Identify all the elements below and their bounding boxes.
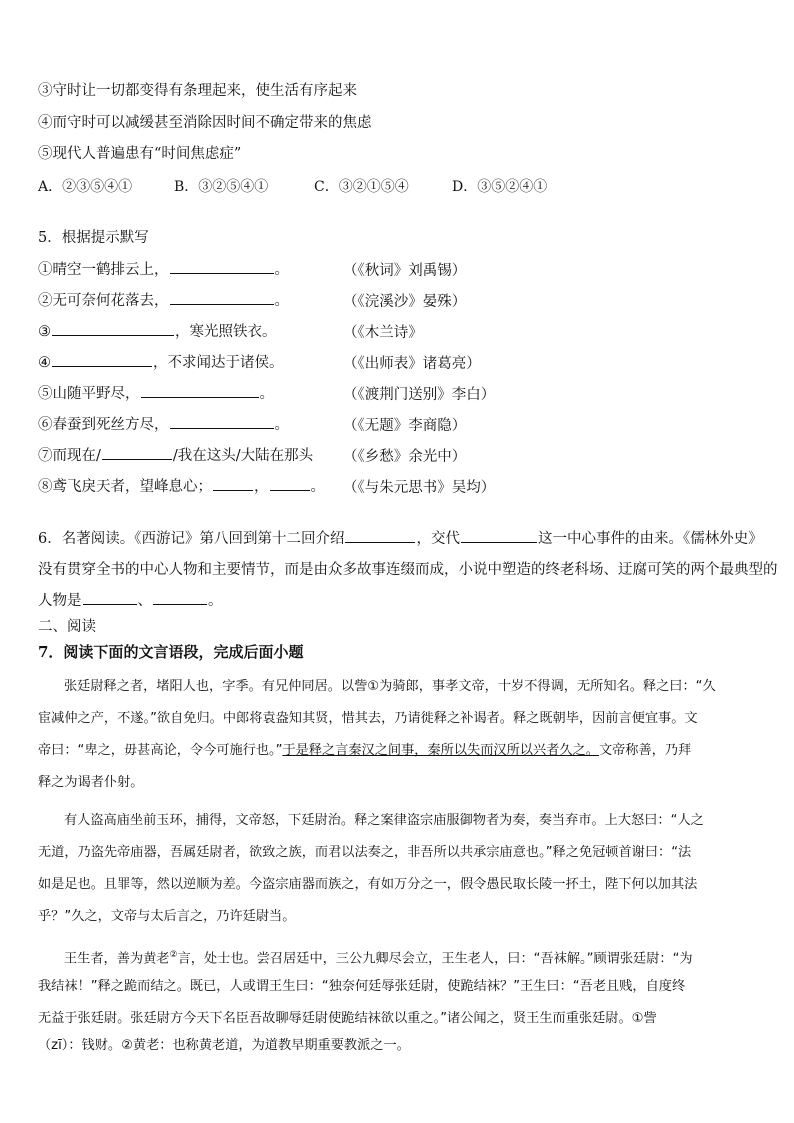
answer-blank[interactable] (141, 383, 259, 398)
q7-title: 7．阅读下面的文言语段，完成后面小题 (38, 643, 304, 661)
q5-item-1: ①晴空一鹤排云上， 。 (38, 259, 289, 280)
answer-blank[interactable] (170, 414, 274, 429)
passage-p3-line-1: 王生者，善为黄老②言，处士也。尝召居廷中，三公九卿尽会立，王生老人，曰：“吾袜解。”顾谓张廷尉：“为 (64, 950, 693, 967)
answer-blank[interactable] (461, 528, 537, 543)
q5-item-5: ⑤山随平野尽， 。 (38, 383, 274, 404)
q5-title: 5．根据提示默写 (38, 230, 149, 246)
answer-blank[interactable] (102, 445, 172, 460)
q5-source-6: （《无题》李商隐） (343, 418, 467, 434)
footnotes: （zī）：钱财。②黄老：也称黄老道，为道教早期重要教派之一。 (38, 1038, 410, 1053)
passage-p1-line-3: 帝曰：“卑之，毋甚高论，令今可施行也。”于是释之言秦汉之间事，秦所以失而汉所以兴者久之。文帝称善，乃拜 (38, 743, 692, 758)
answer-blank[interactable] (270, 476, 310, 491)
answer-blank[interactable] (83, 590, 137, 605)
passage-p2-line-4: 乎？”久之，文帝与太后言之，乃许廷尉当。 (38, 909, 296, 924)
q5-source-5: （《渡荆门送别》李白） (343, 387, 496, 403)
q6-line-1: 6．名著阅读。《西游记》第八回到第十二回介绍 ，交代 这一中心事件的由来。《儒林外史》 (38, 524, 756, 555)
sentence-5: ⑤现代人普遍患有“时间焦虑症” (38, 146, 242, 162)
q5-source-8: （《与朱元思书》吴均） (343, 480, 496, 496)
answer-blank[interactable] (213, 476, 253, 491)
passage-p3-line-2: 我结袜！”释之跪而结之。既已，人或谓王生曰：“独奈何廷辱张廷尉，使跪结袜？”王生曰：“吾老且贱，自度终 (38, 979, 686, 994)
passage-p2-line-3: 如是足也。且罪等，然以逆顺为差。今盗宗庙器而族之，有如万分之一，假令愚民取长陵一抔土，陛下何以加其法 (38, 877, 698, 892)
q5-item-4: ④ ，不求闻达于诸侯。 (38, 352, 284, 373)
q5-item-8: ⑧鸢飞戾天者，望峰息心； ， 。 (38, 476, 325, 497)
option-a[interactable]: A．②③⑤④① (38, 179, 133, 195)
option-d[interactable]: D．③⑤②④① (452, 179, 548, 195)
sentence-4: ④而守时可以减缓甚至消除因时间不确定带来的焦虑 (38, 115, 372, 131)
q5-source-4: （《出师表》诸葛亮） (343, 356, 481, 372)
q5-source-1: （《秋词》刘禹锡） (343, 263, 467, 279)
q5-item-3: ③ ，寒光照铁衣。 (38, 321, 277, 342)
section-heading: 二、阅读 (38, 619, 96, 635)
q5-source-7: （《乡愁》余光中） (343, 449, 467, 465)
answer-blank[interactable] (153, 590, 207, 605)
passage-p1-line-2: 宦减仲之产，不遂。”欲自免归。中郎将袁盎知其贤，惜其去，乃请徙释之补谒者。释之既朝毕，因前言便宜事。文 (38, 711, 698, 726)
passage-p3-line-3: 无益于张廷尉。张廷尉方今天下名臣吾故聊辱廷尉使跪结袜欲以重之。”诸公闻之，贤王生而重张廷尉。①訾 (38, 1011, 657, 1026)
answer-blank[interactable] (345, 528, 415, 543)
passage-p2-line-2: 无道，乃盗先帝庙器，吾属廷尉者，欲致之族，而君以法奏之，非吾所以共承宗庙意也。”释之免冠顿首谢曰：“法 (38, 845, 692, 860)
answer-blank[interactable] (52, 321, 174, 336)
q5-item-7: ⑦而现在/ /我在这头/大陆在那头 (38, 445, 313, 466)
option-b[interactable]: B．③②⑤④① (174, 179, 269, 195)
answer-blank[interactable] (170, 259, 274, 274)
passage-p1-line-1: 张廷尉释之者，堵阳人也，字季。有兄仲同居。以訾①为骑郎，事孝文帝，十岁不得调，无所知名。释之曰：“久 (64, 679, 716, 694)
passage-p1-line-4: 释之为谒者仆射。 (38, 775, 144, 790)
q5-source-2: （《浣溪沙》晏殊） (343, 294, 467, 310)
q5-source-3: （《木兰诗》 (343, 325, 423, 341)
q5-item-6: ⑥春蚕到死丝方尽， 。 (38, 414, 289, 435)
option-c[interactable]: C．③②①⑤④ (314, 179, 409, 195)
answer-blank[interactable] (52, 352, 152, 367)
answer-blank[interactable] (170, 290, 274, 305)
q6-line-2: 没有贯穿全书的中心人物和主要情节，而是由众多故事连缀而成，小说中塑造的终老科场、迂腐可笑的两个最典型的 (38, 562, 778, 578)
q6-line-3: 人物是 、 。 (38, 586, 756, 617)
underlined-sentence: 于是释之言秦汉之间事，秦所以失而汉所以兴者久之。 (282, 743, 599, 758)
sentence-3: ③守时让一切都变得有条理起来，使生活有序起来 (38, 83, 357, 99)
q5-item-2: ②无可奈何花落去， 。 (38, 290, 289, 311)
passage-p2-line-1: 有人盗高庙坐前玉环，捕得，文帝怒，下廷尉治。释之案律盗宗庙服御物者为奏，奏当弃市。上大怒曰：“人之 (64, 813, 704, 828)
footnote-marker: ② (169, 950, 178, 960)
